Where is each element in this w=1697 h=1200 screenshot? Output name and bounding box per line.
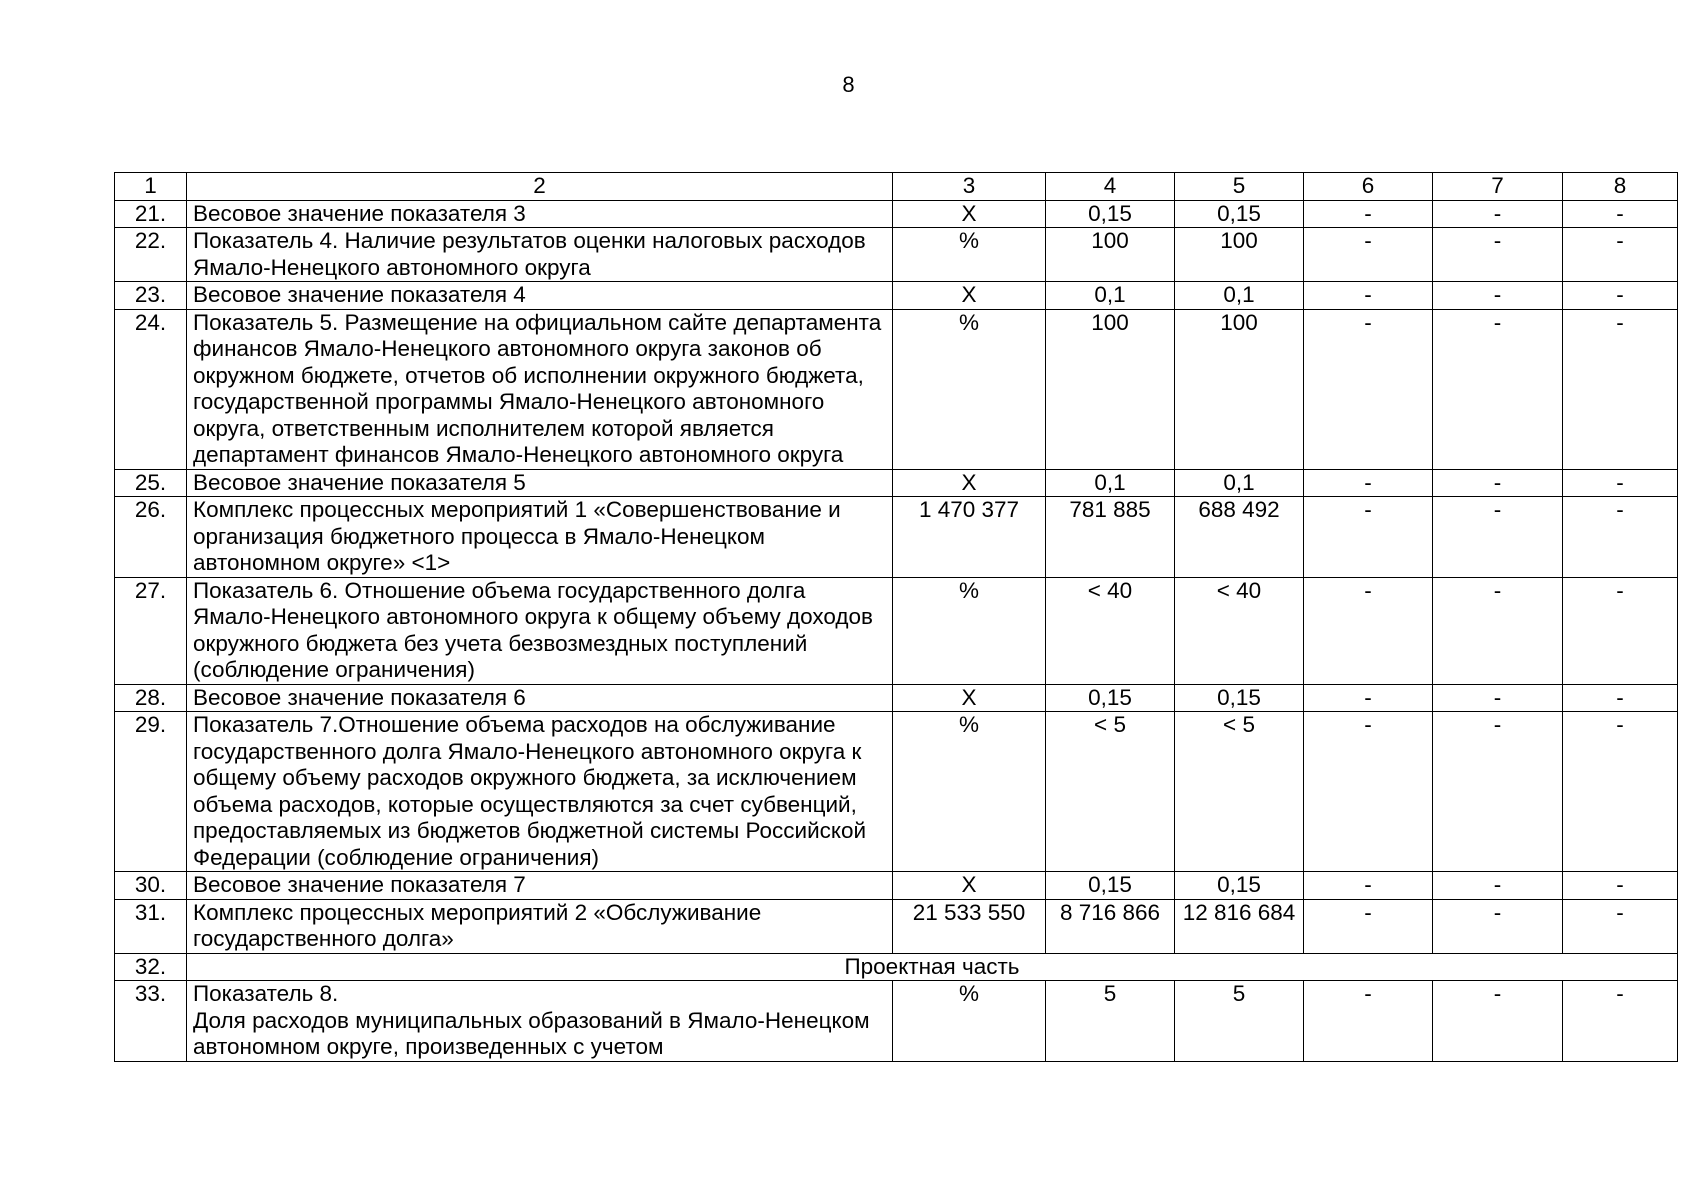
table-header-row [115, 173, 1678, 201]
table-row [115, 577, 1678, 684]
value-cell-col6: - [1304, 497, 1433, 578]
value-cell-col4: 5 [1046, 981, 1175, 1062]
table-row [115, 684, 1678, 712]
row-number-cell: 28. [115, 684, 187, 712]
value-cell-col4: < 5 [1046, 712, 1175, 872]
description-cell: Весовое значение показателя 5 [187, 469, 893, 497]
value-cell-col4: < 40 [1046, 577, 1175, 684]
value-cell-col5: 0,1 [1175, 469, 1304, 497]
value-cell-col6: - [1304, 872, 1433, 900]
header-cell: 1 [115, 173, 187, 201]
value-cell-col5: < 40 [1175, 577, 1304, 684]
value-cell-col7: - [1433, 577, 1563, 684]
unit-or-total-cell: % [893, 577, 1046, 684]
header-cell: 2 [187, 173, 893, 201]
header-cell: 5 [1175, 173, 1304, 201]
value-cell-col4: 781 885 [1046, 497, 1175, 578]
header-cell: 6 [1304, 173, 1433, 201]
value-cell-col6: - [1304, 577, 1433, 684]
value-cell-col7: - [1433, 282, 1563, 310]
unit-or-total-cell: 1 470 377 [893, 497, 1046, 578]
value-cell-col5: 0,15 [1175, 200, 1304, 228]
value-cell-col8: - [1563, 577, 1678, 684]
table-row [115, 228, 1678, 282]
value-cell-col5: 688 492 [1175, 497, 1304, 578]
value-cell-col7: - [1433, 872, 1563, 900]
unit-or-total-cell: 21 533 550 [893, 899, 1046, 953]
value-cell-col4: 100 [1046, 309, 1175, 469]
value-cell-col8: - [1563, 899, 1678, 953]
value-cell-col7: - [1433, 309, 1563, 469]
value-cell-col5: 0,15 [1175, 872, 1304, 900]
value-cell-col5: 12 816 684 [1175, 899, 1304, 953]
table-row [115, 309, 1678, 469]
value-cell-col5: 5 [1175, 981, 1304, 1062]
header-cell: 7 [1433, 173, 1563, 201]
table-row [115, 282, 1678, 310]
value-cell-col8: - [1563, 228, 1678, 282]
unit-or-total-cell: Х [893, 469, 1046, 497]
description-cell: Показатель 7.Отношение объема расходов на обслуживание государственного долга Ямало-Ненецкого автономного округа к общему объему расходов окружного бюджета, за исключением объема расходов, которые осуществляются за счет субвенций, предоставляемых из бюджетов бюджетной системы Российской Федерации (соблюдение ограничения) [187, 712, 893, 872]
row-number-cell: 25. [115, 469, 187, 497]
value-cell-col8: - [1563, 469, 1678, 497]
value-cell-col4: 100 [1046, 228, 1175, 282]
description-cell: Весовое значение показателя 4 [187, 282, 893, 310]
row-number-cell: 27. [115, 577, 187, 684]
row-number-cell: 32. [115, 953, 187, 981]
row-number-cell: 26. [115, 497, 187, 578]
header-cell: 8 [1563, 173, 1678, 201]
value-cell-col8: - [1563, 684, 1678, 712]
value-cell-col5: 100 [1175, 228, 1304, 282]
header-cell: 4 [1046, 173, 1175, 201]
row-number-cell: 33. [115, 981, 187, 1062]
row-number-cell: 24. [115, 309, 187, 469]
description-cell: Комплекс процессных мероприятий 2 «Обслуживание государственного долга» [187, 899, 893, 953]
table-row [115, 981, 1678, 1062]
value-cell-col8: - [1563, 981, 1678, 1062]
table-row [115, 469, 1678, 497]
section-heading-cell: Проектная часть [187, 953, 1678, 981]
unit-or-total-cell: % [893, 228, 1046, 282]
value-cell-col6: - [1304, 712, 1433, 872]
value-cell-col8: - [1563, 712, 1678, 872]
value-cell-col8: - [1563, 200, 1678, 228]
value-cell-col6: - [1304, 200, 1433, 228]
row-number-cell: 30. [115, 872, 187, 900]
value-cell-col6: - [1304, 899, 1433, 953]
value-cell-col5: 0,15 [1175, 684, 1304, 712]
page-number: 8 [842, 72, 855, 97]
description-cell: Комплекс процессных мероприятий 1 «Совершенствование и организация бюджетного процесса в Ямало-Ненецком автономном округе» <1> [187, 497, 893, 578]
value-cell-col5: 0,1 [1175, 282, 1304, 310]
description-cell: Весовое значение показателя 3 [187, 200, 893, 228]
table-row [115, 899, 1678, 953]
description-cell: Весовое значение показателя 6 [187, 684, 893, 712]
row-number-cell: 31. [115, 899, 187, 953]
value-cell-col8: - [1563, 282, 1678, 310]
value-cell-col7: - [1433, 469, 1563, 497]
table-body [115, 173, 1678, 1062]
value-cell-col4: 0,1 [1046, 282, 1175, 310]
value-cell-col7: - [1433, 200, 1563, 228]
description-line: Показатель 8. [193, 981, 339, 1006]
value-cell-col6: - [1304, 981, 1433, 1062]
value-cell-col7: - [1433, 899, 1563, 953]
table-row [115, 953, 1678, 981]
value-cell-col8: - [1563, 309, 1678, 469]
row-number-cell: 23. [115, 282, 187, 310]
unit-or-total-cell: Х [893, 200, 1046, 228]
table-row [115, 200, 1678, 228]
row-number-cell: 22. [115, 228, 187, 282]
value-cell-col7: - [1433, 228, 1563, 282]
unit-or-total-cell: % [893, 309, 1046, 469]
table-row [115, 872, 1678, 900]
value-cell-col6: - [1304, 309, 1433, 469]
table-row [115, 712, 1678, 872]
value-cell-col5: 100 [1175, 309, 1304, 469]
unit-or-total-cell: Х [893, 282, 1046, 310]
value-cell-col4: 0,15 [1046, 872, 1175, 900]
value-cell-col4: 0,15 [1046, 200, 1175, 228]
description-line: Доля расходов муниципальных образований в Ямало-Ненецком автономном округе, произведенных с учетом [193, 1007, 870, 1059]
unit-or-total-cell: Х [893, 684, 1046, 712]
row-number-cell: 29. [115, 712, 187, 872]
description-cell [187, 981, 893, 1062]
value-cell-col7: - [1433, 981, 1563, 1062]
value-cell-col6: - [1304, 282, 1433, 310]
value-cell-col7: - [1433, 684, 1563, 712]
value-cell-col6: - [1304, 469, 1433, 497]
value-cell-col4: 8 716 866 [1046, 899, 1175, 953]
value-cell-col8: - [1563, 872, 1678, 900]
value-cell-col7: - [1433, 712, 1563, 872]
description-cell: Показатель 5. Размещение на официальном сайте департамента финансов Ямало-Ненецкого автономного округа законов об окружном бюджете, отчетов об исполнении окружного бюджета, государственной программы Ямало-Ненецкого автономного округа, ответственным исполнителем которой является департамент финансов Ямало-Ненецкого автономного округа [187, 309, 893, 469]
value-cell-col4: 0,15 [1046, 684, 1175, 712]
description-cell: Показатель 6. Отношение объема государственного долга Ямало-Ненецкого автономного округа к общему объему доходов окружного бюджета без учета безвозмездных поступлений (соблюдение ограничения) [187, 577, 893, 684]
row-number-cell: 21. [115, 200, 187, 228]
unit-or-total-cell: Х [893, 872, 1046, 900]
value-cell-col5: < 5 [1175, 712, 1304, 872]
value-cell-col6: - [1304, 684, 1433, 712]
unit-or-total-cell: % [893, 712, 1046, 872]
value-cell-col6: - [1304, 228, 1433, 282]
description-cell: Показатель 4. Наличие результатов оценки налоговых расходов Ямало-Ненецкого автономного округа [187, 228, 893, 282]
unit-or-total-cell: % [893, 981, 1046, 1062]
value-cell-col8: - [1563, 497, 1678, 578]
indicators-table [114, 172, 1678, 1062]
description-cell: Весовое значение показателя 7 [187, 872, 893, 900]
header-cell: 3 [893, 173, 1046, 201]
value-cell-col7: - [1433, 497, 1563, 578]
value-cell-col4: 0,1 [1046, 469, 1175, 497]
table-row [115, 497, 1678, 578]
